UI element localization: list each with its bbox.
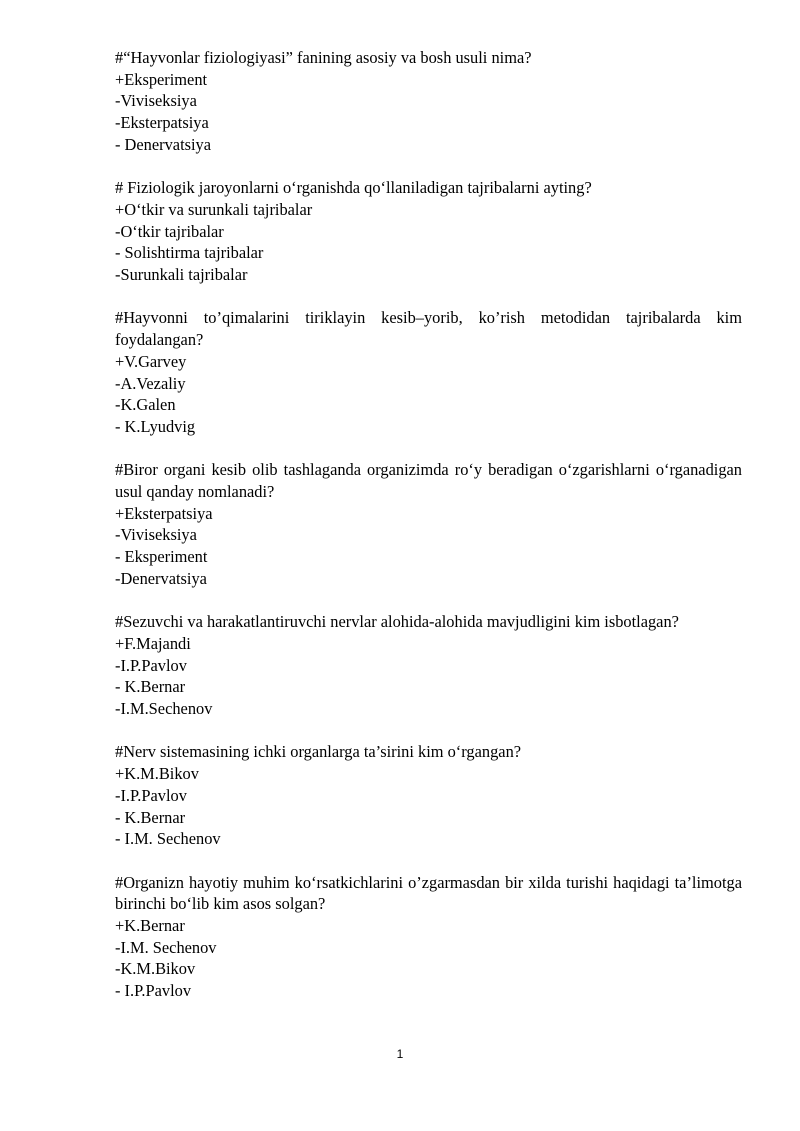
answer-option: -I.M. Sechenov — [115, 937, 217, 957]
answer-option: - Eksperiment — [115, 547, 208, 567]
question-text: #Sezuvchi va harakatlantiruvchi nervlar alohida-alohida mavjudligini kim isbotlagan? — [115, 612, 679, 632]
question-block — [115, 307, 742, 437]
answer-option: +Eksperiment — [115, 69, 208, 89]
answer-option: -I.P.Pavlov — [115, 655, 187, 675]
question-text: #Hayvonni to’qimalarini tiriklayin kesib–yorib, ko’rish metodidan tajribalarda kim foydalangan? — [115, 308, 742, 350]
answer-option: -Denervatsiya — [115, 568, 207, 588]
answer-option: -Surunkali tajribalar — [115, 265, 248, 285]
question-block — [115, 741, 742, 850]
answer-option: +Oʻtkir va surunkali tajribalar — [115, 199, 313, 219]
answer-option: - K.Bernar — [115, 807, 186, 827]
page-number: 1 — [396, 1047, 404, 1061]
answer-option: - Denervatsiya — [115, 134, 212, 154]
question-block — [115, 177, 742, 286]
answer-option: -A.Vezaliy — [115, 373, 186, 393]
question-block — [115, 611, 742, 720]
answer-option: +V.Garvey — [115, 351, 187, 371]
answer-option: - Solishtirma tajribalar — [115, 243, 264, 263]
answer-option: -K.Galen — [115, 395, 176, 415]
question-text: #Biror organi kesib olib tashlaganda organizimda roʻy beradigan oʻzgarishlarni oʻrganadigan usul qanday nomlanadi? — [115, 460, 742, 502]
answer-option: -Oʻtkir tajribalar — [115, 221, 224, 241]
answer-option: - K.Bernar — [115, 677, 186, 697]
document-page — [115, 47, 742, 1024]
answer-option: -K.M.Bikov — [115, 959, 196, 979]
question-text: # Fiziologik jaroyonlarni oʻrganishda qoʻllaniladigan tajribalarni ayting? — [115, 178, 592, 198]
answer-option: +K.M.Bikov — [115, 764, 199, 784]
answer-option: - I.P.Pavlov — [115, 981, 192, 1001]
answer-option: +Eksterpatsiya — [115, 503, 213, 523]
question-block — [115, 872, 742, 1002]
answer-option: -Eksterpatsiya — [115, 113, 209, 133]
question-block — [115, 47, 742, 156]
answer-option: -I.P.Pavlov — [115, 785, 187, 805]
answer-option: +K.Bernar — [115, 916, 185, 936]
answer-option: - K.Lyudvig — [115, 416, 196, 436]
question-block — [115, 459, 742, 589]
question-text: #“Hayvonlar fiziologiyasi” fanining asosiy va bosh usuli nima? — [115, 48, 532, 67]
answer-option: - I.M. Sechenov — [115, 829, 221, 849]
answer-option: -Viviseksiya — [115, 91, 197, 111]
question-text: #Organizn hayotiy muhim koʻrsatkichlarini o’zgarmasdan bir xilda turishi haqidagi ta’limotga birinchi boʻlib kim asos solgan? — [115, 872, 742, 914]
answer-option: -I.M.Sechenov — [115, 699, 213, 719]
question-text: #Nerv sistemasining ichki organlarga ta’sirini kim oʻrgangan? — [115, 742, 522, 762]
answer-option: -Viviseksiya — [115, 525, 197, 545]
answer-option: +F.Majandi — [115, 633, 191, 653]
